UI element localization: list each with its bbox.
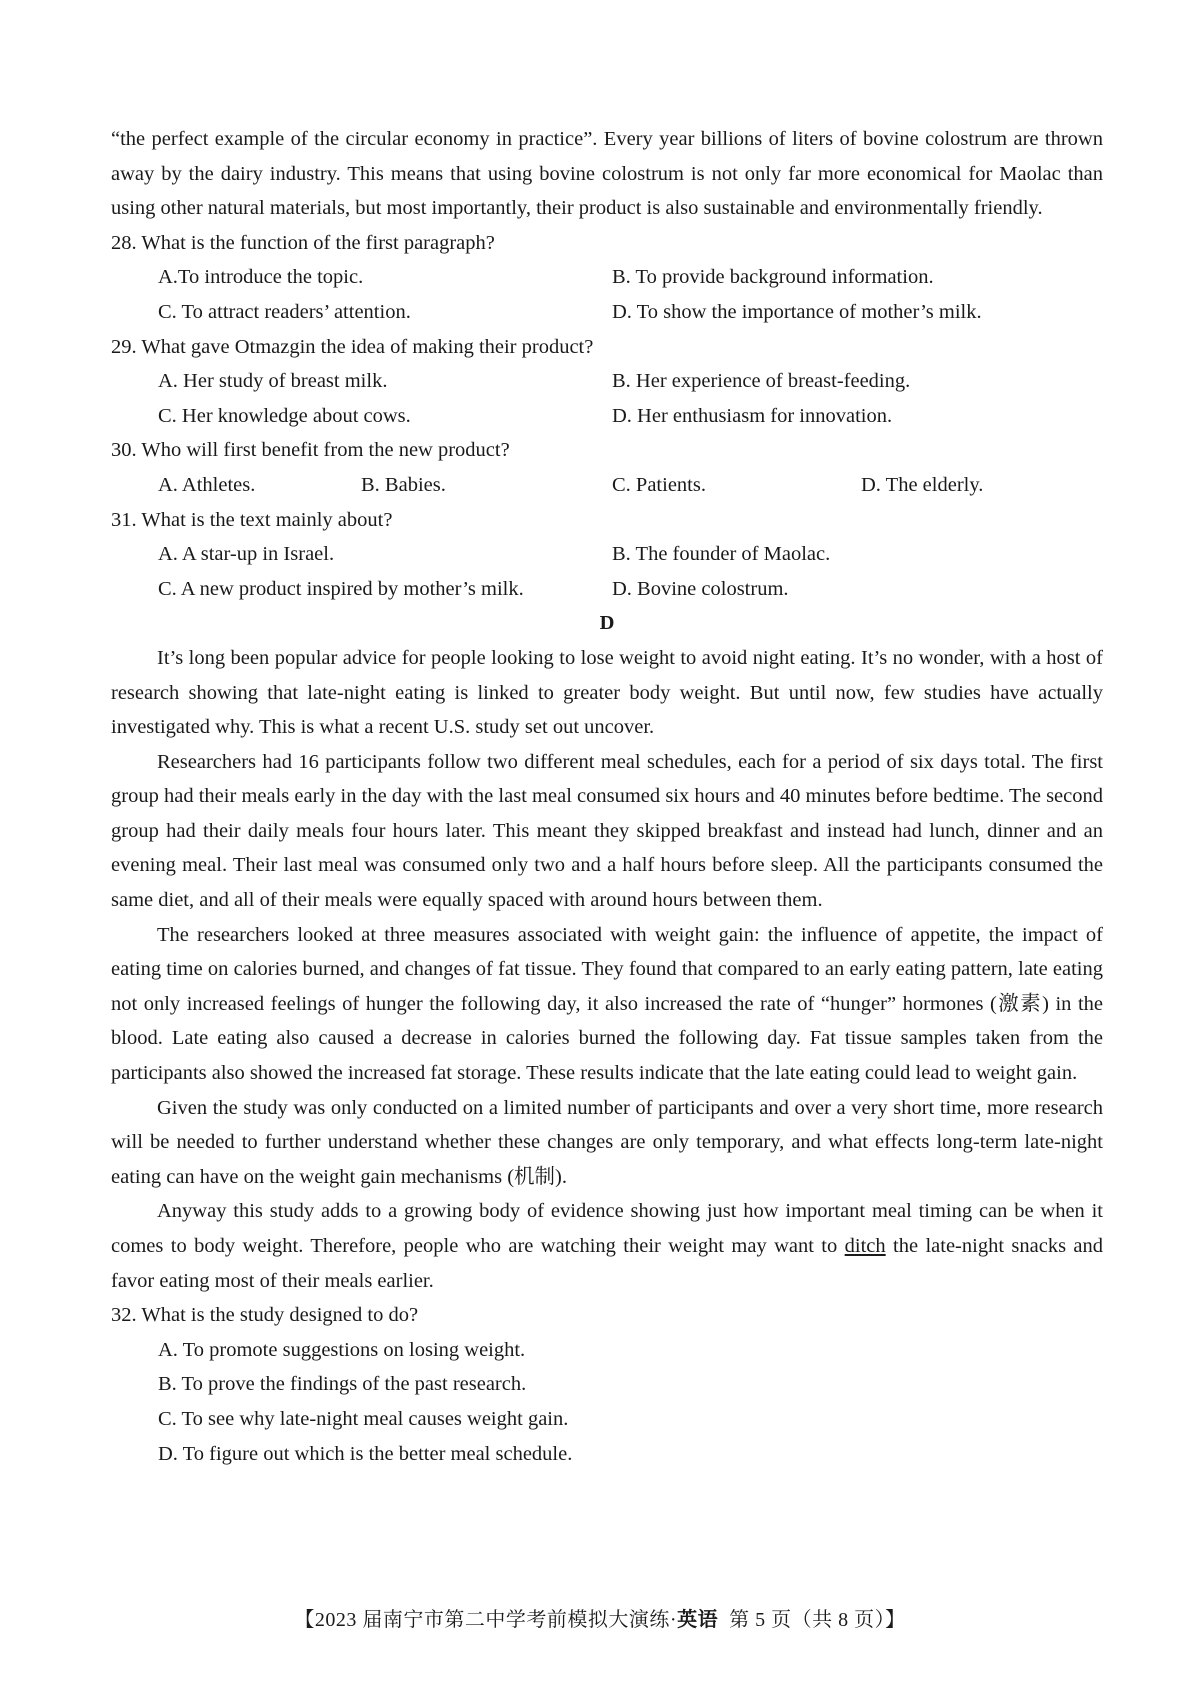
section-d-paragraph-3: The researchers looked at three measures associated with weight gain: the influence of appetite, the impact of eating time on calories burned, and changes of fat tissue. They found that compared to an early eating pattern, late eating not only increased feelings of hunger the following day, it also increased the rate of “hunger” hormones (激素) in the blood. Late eating also caused a decrease in calories burned the following day. Fat tissue samples taken from the participants also showed the increased fat storage. These results indicate that the late eating could lead to weight gain. <box>111 923 1103 1085</box>
option-28-a[interactable]: A.To introduce the topic. <box>158 266 364 289</box>
option-29-b[interactable]: B. Her experience of breast-feeding. <box>612 370 911 393</box>
option-31-d[interactable]: D. Bovine colostrum. <box>612 577 789 600</box>
footer-dot: · <box>669 1609 678 1631</box>
section-d-paragraph-2: Researchers had 16 participants follow two different meal schedules, each for a period of six days total. The first group had their meals early in the day with the last meal consumed six hours and 40 minutes before bedtime. The second group had their daily meals four hours later. This meant they skipped breakfast and instead had lunch, dinner and an evening meal. Their last meal was consumed only two and a half hours before sleep. All the participants consumed the same diet, and all of their meals were equally spaced with around hours between them. <box>111 750 1103 912</box>
option-31-b[interactable]: B. The founder of Maolac. <box>612 543 831 566</box>
footer-open-bracket: 【 <box>294 1609 315 1631</box>
paragraph-5-text-before: Anyway this study adds to a growing body of evidence showing just how important meal timing can be when it comes to body weight. Therefore, people who are watching their weight may want to <box>111 1200 1103 1257</box>
option-30-c[interactable]: C. Patients. <box>612 473 706 496</box>
option-30-d[interactable]: D. The elderly. <box>861 473 984 496</box>
option-28-d[interactable]: D. To show the importance of mother’s milk. <box>612 300 982 323</box>
section-d-paragraph-1: It’s long been popular advice for people looking to lose weight to avoid night eating. It’s no wonder, with a host of research showing that late-night eating is linked to greater body weight. But until now, few studies have actually investigated why. This is what a recent U.S. study set out uncover. <box>111 646 1103 739</box>
question-31-stem: 31. What is the text mainly about? <box>111 508 393 531</box>
option-31-c[interactable]: C. A new product inspired by mother’s milk. <box>158 577 524 600</box>
question-28-stem: 28. What is the function of the first paragraph? <box>111 231 495 254</box>
footer-page-number: 第 5 页（共 8 页） <box>729 1609 886 1631</box>
option-29-d[interactable]: D. Her enthusiasm for innovation. <box>612 404 893 427</box>
footer-close-bracket: 】 <box>885 1609 906 1631</box>
option-30-a[interactable]: A. Athletes. <box>158 473 256 496</box>
option-32-c[interactable]: C. To see why late-night meal causes weight gain. <box>158 1407 569 1430</box>
question-29-stem: 29. What gave Otmazgin the idea of making their product? <box>111 335 594 358</box>
question-30-stem: 30. Who will first benefit from the new product? <box>111 439 510 462</box>
option-28-b[interactable]: B. To provide background information. <box>612 266 934 289</box>
question-28-options <box>158 260 1103 329</box>
underlined-word-ditch: ditch <box>844 1235 886 1257</box>
option-30-b[interactable]: B. Babies. <box>361 473 446 496</box>
option-32-d[interactable]: D. To figure out which is the better meal schedule. <box>158 1442 573 1465</box>
question-30-options <box>158 468 1103 503</box>
question-32-stem: 32. What is the study designed to do? <box>111 1304 419 1327</box>
exam-page <box>111 122 1103 1471</box>
option-28-c[interactable]: C. To attract readers’ attention. <box>158 300 411 323</box>
option-29-c[interactable]: C. Her knowledge about cows. <box>158 404 411 427</box>
question-32-options <box>158 1333 1103 1471</box>
paragraph-5-text-after: the late-night snacks and favor eating most of their meals earlier. <box>111 1235 1104 1292</box>
option-32-b[interactable]: B. To prove the findings of the past research. <box>158 1373 527 1396</box>
option-29-a[interactable]: A. Her study of breast milk. <box>158 370 388 393</box>
question-31-options <box>158 537 1103 606</box>
page-footer <box>0 1603 1200 1632</box>
option-32-a[interactable]: A. To promote suggestions on losing weight. <box>158 1338 526 1361</box>
footer-exam-name: 2023 届南宁市第二中学考前模拟大演练 <box>314 1609 670 1631</box>
section-d-title: D <box>599 612 615 635</box>
intro-paragraph: “the perfect example of the circular economy in practice”. Every year billions of liters of bovine colostrum are thrown away by the dairy industry. This means that using bovine colostrum is not only far more economical for Maolac than using other natural materials, but most importantly, their product is also sustainable and environmentally friendly. <box>111 128 1103 220</box>
section-d-paragraph-4: Given the study was only conducted on a limited number of participants and over a very short time, more research will be needed to further understand whether these changes are only temporary, and what effects long-term late-night eating can have on the weight gain mechanisms (机制). <box>111 1096 1103 1188</box>
footer-subject: 英语 <box>677 1609 719 1631</box>
question-29-options <box>158 364 1103 433</box>
section-d-paragraph-5 <box>111 1194 1103 1298</box>
option-31-a[interactable]: A. A star-up in Israel. <box>158 543 335 566</box>
